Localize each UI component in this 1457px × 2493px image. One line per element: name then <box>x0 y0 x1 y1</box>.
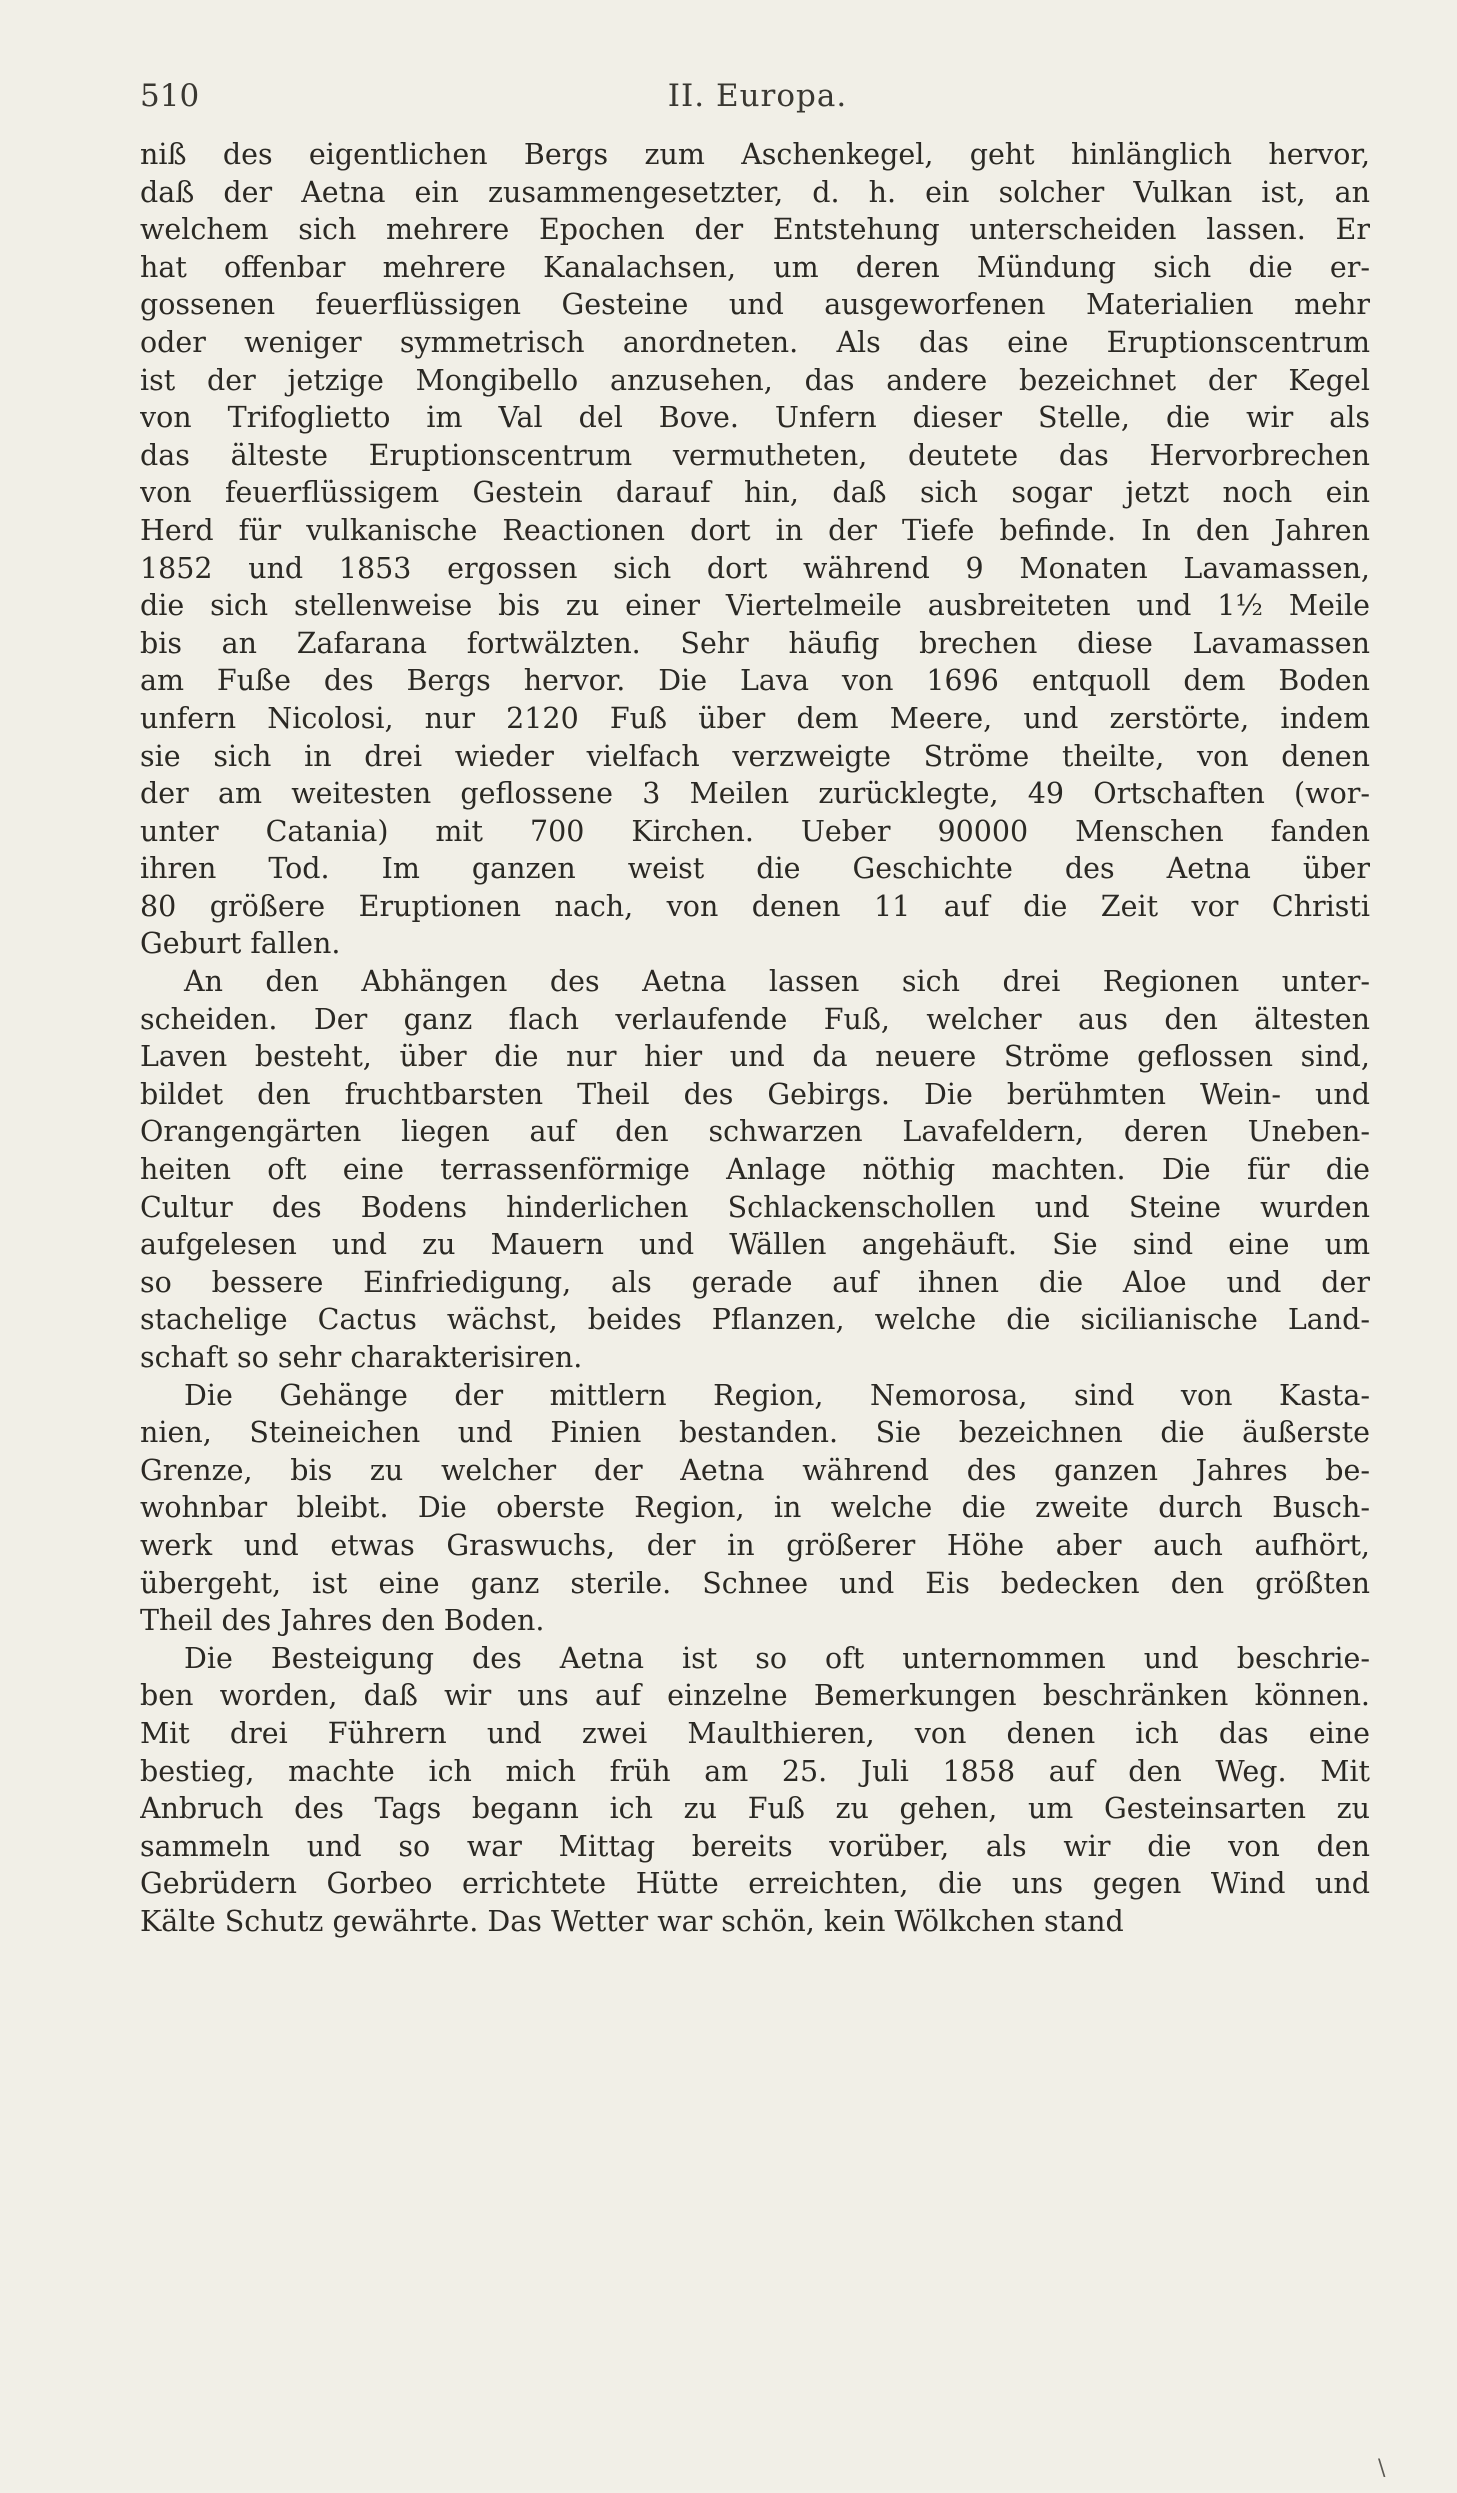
text-line: werk und etwas Graswuchs, der in größerer Höhe aber auch aufhört, <box>140 1528 1370 1562</box>
text-line: Herd für vulkanische Reactionen dort in der Tiefe befinde. In den Jahren <box>140 513 1370 547</box>
text-line: stachelige Cactus wächst, beides Pflanzen, welche die sicilianische Land- <box>140 1303 1370 1337</box>
running-title: II. Europa. <box>667 78 848 114</box>
text-line: am Fuße des Bergs hervor. Die Lava von 1696 entquoll dem Boden <box>140 664 1370 698</box>
text-line: gossenen feuerflüssigen Gesteine und ausgeworfenen Materialien mehr <box>140 288 1370 322</box>
text-line: bis an Zafarana fortwälzten. Sehr häufig brechen diese Lavamassen <box>140 626 1370 660</box>
text-line: Gebrüdern Gorbeo errichtete Hütte erreichten, die uns gegen Wind und <box>140 1867 1370 1901</box>
paragraph <box>140 963 1370 1377</box>
text-line: übergeht, ist eine ganz sterile. Schnee und Eis bedecken den größten <box>140 1566 1370 1600</box>
paragraph <box>140 136 1370 963</box>
paragraph <box>140 1640 1370 1941</box>
text-line: der am weitesten geflossene 3 Meilen zurücklegte, 49 Ortschaften (wor- <box>140 777 1370 811</box>
text-line: Die Besteigung des Aetna ist so oft unternommen und beschrie- <box>184 1641 1370 1675</box>
text-line: scheiden. Der ganz flach verlaufende Fuß, welcher aus den ältesten <box>140 1002 1370 1036</box>
text-line: nien, Steineichen und Pinien bestanden. Sie bezeichnen die äußerste <box>140 1416 1370 1450</box>
text-line: sammeln und so war Mittag bereits vorüber, als wir die von den <box>140 1829 1370 1863</box>
text-line: 80 größere Eruptionen nach, von denen 11 auf die Zeit vor Christi <box>140 889 1370 923</box>
text-line: Geburt fallen. <box>140 927 341 961</box>
text-line: unter Catania) mit 700 Kirchen. Ueber 90000 Menschen fanden <box>140 814 1370 848</box>
text-line: hat offenbar mehrere Kanalachsen, um deren Mündung sich die er- <box>140 250 1370 284</box>
text-line: ihren Tod. Im ganzen weist die Geschichte des Aetna über <box>140 852 1370 886</box>
text-line: aufgelesen und zu Mauern und Wällen angehäuft. Sie sind eine um <box>140 1228 1370 1262</box>
text-line: sie sich in drei wieder vielfach verzweigte Ströme theilte, von denen <box>140 739 1370 773</box>
text-line: von Trifoglietto im Val del Bove. Unfern dieser Stelle, die wir als <box>140 401 1370 435</box>
body-text <box>140 136 1370 1941</box>
text-line: heiten oft eine terrassenförmige Anlage nöthig machten. Die für die <box>140 1153 1370 1187</box>
text-line: so bessere Einfriedigung, als gerade auf ihnen die Aloe und der <box>140 1265 1370 1299</box>
text-line: von feuerflüssigem Gestein darauf hin, daß sich sogar jetzt noch ein <box>140 476 1370 510</box>
text-line: An den Abhängen des Aetna lassen sich drei Regionen unter- <box>184 965 1370 999</box>
page-number: 510 <box>140 78 200 114</box>
footer-mark: \ <box>1378 2456 1386 2481</box>
text-line: Anbruch des Tags begann ich zu Fuß zu gehen, um Gesteinsarten zu <box>140 1792 1370 1826</box>
text-line: bildet den fruchtbarsten Theil des Gebirgs. Die berühmten Wein- und <box>140 1077 1370 1111</box>
text-line: wohnbar bleibt. Die oberste Region, in welche die zweite durch Busch- <box>140 1491 1370 1525</box>
text-line: Laven besteht, über die nur hier und da neuere Ströme geflossen sind, <box>140 1040 1370 1074</box>
text-line: Theil des Jahres den Boden. <box>140 1604 545 1638</box>
text-line: 1852 und 1853 ergossen sich dort während 9 Monaten Lavamassen, <box>140 551 1370 585</box>
page-header <box>140 78 1375 130</box>
text-line: schaft so sehr charakterisiren. <box>140 1341 583 1374</box>
text-line: oder weniger symmetrisch anordneten. Als das eine Eruptionscentrum <box>140 325 1370 359</box>
text-line: Cultur des Bodens hinderlichen Schlackenschollen und Steine wurden <box>140 1190 1370 1224</box>
text-line: das älteste Eruptionscentrum vermutheten, deutete das Hervorbrechen <box>140 438 1370 472</box>
text-line: Mit drei Führern und zwei Maulthieren, von denen ich das eine <box>140 1716 1370 1750</box>
text-line: daß der Aetna ein zusammengesetzter, d. h. ein solcher Vulkan ist, an <box>140 175 1370 209</box>
text-line: bestieg, machte ich mich früh am 25. Juli 1858 auf den Weg. Mit <box>140 1754 1370 1788</box>
text-line: Grenze, bis zu welcher der Aetna während des ganzen Jahres be- <box>140 1453 1370 1487</box>
text-line: niß des eigentlichen Bergs zum Aschenkegel, geht hinlänglich hervor, <box>140 138 1370 171</box>
text-line: ben worden, daß wir uns auf einzelne Bemerkungen beschränken können. <box>140 1679 1370 1713</box>
paragraph <box>140 1377 1370 1640</box>
text-line: die sich stellenweise bis zu einer Viertelmeile ausbreiteten und 1½ Meile <box>140 589 1370 623</box>
text-line: Orangengärten liegen auf den schwarzen Lavafeldern, deren Uneben- <box>140 1115 1370 1149</box>
text-line: Die Gehänge der mittlern Region, Nemorosa, sind von Kasta- <box>184 1378 1370 1412</box>
text-line: unfern Nicolosi, nur 2120 Fuß über dem Meere, und zerstörte, indem <box>140 701 1370 735</box>
text-line: ist der jetzige Mongibello anzusehen, das andere bezeichnet der Kegel <box>140 363 1370 397</box>
text-line: Kälte Schutz gewährte. Das Wetter war schön, kein Wölkchen stand <box>140 1904 1124 1938</box>
text-line: welchem sich mehrere Epochen der Entstehung unterscheiden lassen. Er <box>140 213 1370 247</box>
